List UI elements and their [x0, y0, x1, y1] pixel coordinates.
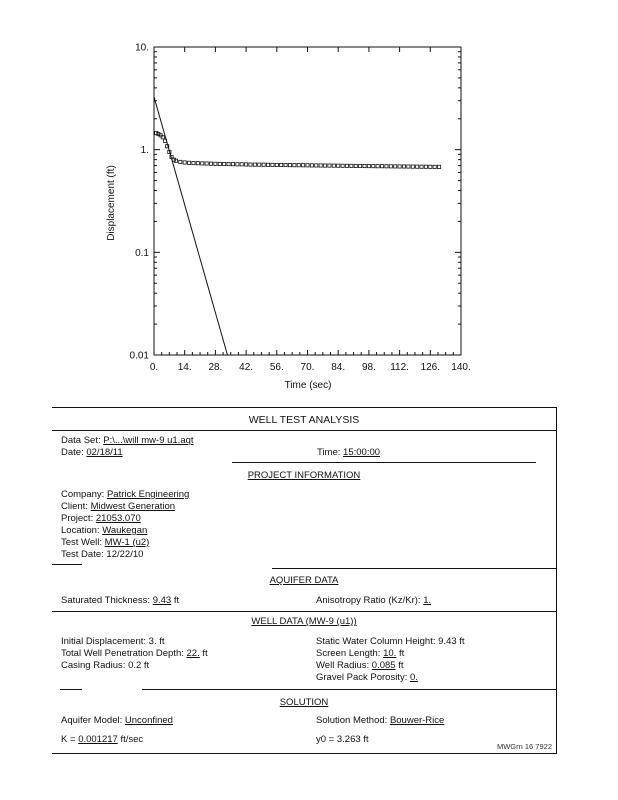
data-point [437, 165, 440, 168]
data-point [262, 163, 265, 166]
x-tick-label: 140. [451, 362, 471, 373]
initial-displacement-line: Initial Displacement: 3. ft [61, 636, 165, 647]
data-point [214, 162, 217, 165]
data-set-value: P:\...\will mw-9 u1.aqt [103, 435, 194, 446]
data-point [297, 164, 300, 167]
location-line: Location: Waukegan [61, 525, 148, 536]
data-point [306, 164, 309, 167]
x-tick-label: 42. [239, 362, 254, 373]
data-point [420, 165, 423, 168]
y0-line: y0 = 3.263 ft [316, 734, 369, 745]
test-well-line: Test Well: MW-1 (u2) [61, 537, 150, 548]
solution-method-line: Solution Method: Bouwer-Rice [316, 715, 445, 726]
project-info-block [61, 489, 189, 561]
divider [52, 611, 556, 612]
company-line: Company: Patrick Engineering [61, 489, 190, 500]
well-data-left [61, 636, 208, 672]
saturated-thickness-line: Saturated Thickness: 9.43 ft [61, 595, 180, 606]
data-point [345, 164, 348, 167]
well-data-heading: WELL DATA (MW-9 (u1)) [251, 616, 357, 627]
k-line: K = 0.001217 ft/sec [61, 734, 144, 745]
x-tick-label: 112. [390, 362, 409, 373]
data-point [245, 163, 248, 166]
data-point [223, 162, 226, 165]
project-info-heading: PROJECT INFORMATION [247, 470, 361, 481]
data-point [315, 164, 318, 167]
data-point [179, 160, 182, 163]
date-value: 02/18/11 [86, 447, 123, 458]
data-point [332, 164, 335, 167]
data-point [240, 163, 243, 166]
data-point [411, 165, 414, 168]
time-value: 15:00:00 [343, 447, 381, 458]
x-tick-label: 56. [269, 362, 284, 373]
data-point [359, 164, 362, 167]
data-point [275, 163, 278, 166]
data-point [380, 165, 383, 168]
project-line: Project: 21053.070 [61, 513, 141, 524]
divider [232, 462, 536, 463]
data-point [236, 163, 239, 166]
data-point [183, 161, 186, 164]
casing-radius-line: Casing Radius: 0.2 ft [61, 660, 150, 671]
client-line: Client: Midwest Generation [61, 501, 176, 512]
data-point [367, 164, 370, 167]
test-date-line: Test Date: 12/22/10 [61, 549, 144, 560]
fit-line [154, 97, 227, 355]
y-tick-label: 1. [140, 145, 149, 157]
data-point [293, 164, 296, 167]
data-point [310, 164, 313, 167]
data-point [350, 164, 353, 167]
data-point [319, 164, 322, 167]
anisotropy-line: Anisotropy Ratio (Kz/Kr): 1. [316, 595, 432, 606]
data-point [385, 165, 388, 168]
well-radius-line: Well Radius: 0.085 ft [316, 660, 404, 671]
x-tick-label: 70. [300, 362, 315, 373]
well-test-report [52, 407, 557, 754]
divider [52, 564, 82, 565]
data-point [323, 164, 326, 167]
data-point [416, 165, 419, 168]
data-point [407, 165, 410, 168]
document-stamp: MWGrn 16 7922 [496, 742, 552, 751]
divider [52, 430, 556, 431]
data-point [394, 165, 397, 168]
y-tick-label: 10. [135, 42, 149, 54]
data-point [271, 163, 274, 166]
data-point [424, 165, 427, 168]
data-point [389, 165, 392, 168]
x-tick-label: 28. [208, 362, 223, 373]
aquifer-model-line: Aquifer Model: Unconfined [61, 715, 173, 726]
y-axis-title: Displacement (ft) [106, 165, 117, 241]
time-line: Time: 15:00:00 [317, 447, 381, 458]
data-point [266, 163, 269, 166]
data-point [280, 163, 283, 166]
x-tick-label: 14. [177, 362, 192, 373]
data-set-line: Data Set: P:\...\will mw-9 u1.aqt [61, 435, 194, 446]
solution-heading: SOLUTION [279, 697, 329, 708]
data-point [258, 163, 261, 166]
plot-area [130, 43, 471, 374]
x-tick-label: 98. [361, 362, 376, 373]
data-point [337, 164, 340, 167]
report-title: WELL TEST ANALYSIS [248, 414, 360, 426]
x-axis-title: Time (sec) [284, 380, 332, 391]
x-tick-label: 126. [420, 362, 441, 373]
data-point [328, 164, 331, 167]
static-column-line: Static Water Column Height: 9.43 ft [316, 636, 465, 647]
data-point [429, 165, 432, 168]
divider [142, 689, 556, 690]
data-point [402, 165, 405, 168]
date-line: Date: 02/18/11 [61, 447, 123, 458]
data-point [249, 163, 252, 166]
data-point [433, 165, 436, 168]
x-tick-label: 84. [331, 362, 346, 373]
data-point [196, 162, 199, 165]
data-point [209, 162, 212, 165]
data-point [205, 162, 208, 165]
data-point [253, 163, 256, 166]
data-point [354, 164, 357, 167]
screen-length-line: Screen Length: 10. ft [316, 648, 405, 659]
penetration-depth-line: Total Well Penetration Depth: 22. ft [61, 648, 208, 659]
divider [272, 568, 556, 569]
aquifer-data-heading: AQUIFER DATA [269, 575, 339, 586]
data-point [155, 131, 158, 134]
divider [60, 689, 82, 690]
data-point [227, 162, 230, 165]
data-point [341, 164, 344, 167]
data-point [288, 164, 291, 167]
data-point [174, 159, 177, 162]
data-point [218, 162, 221, 165]
data-point [398, 165, 401, 168]
data-point [376, 165, 379, 168]
data-point [284, 163, 287, 166]
data-point [302, 164, 305, 167]
data-point [201, 162, 204, 165]
data-point [192, 161, 195, 164]
data-point [372, 165, 375, 168]
data-point [187, 161, 190, 164]
gravel-porosity-line: Gravel Pack Porosity: 0. [316, 672, 418, 683]
well-data-right [316, 636, 465, 684]
y-tick-label: 0.01 [129, 350, 149, 362]
data-point [363, 164, 366, 167]
x-tick-label: 0. [149, 362, 159, 373]
plot-frame [154, 47, 461, 355]
data-point [231, 163, 234, 166]
y-tick-label: 0.1 [135, 247, 149, 259]
